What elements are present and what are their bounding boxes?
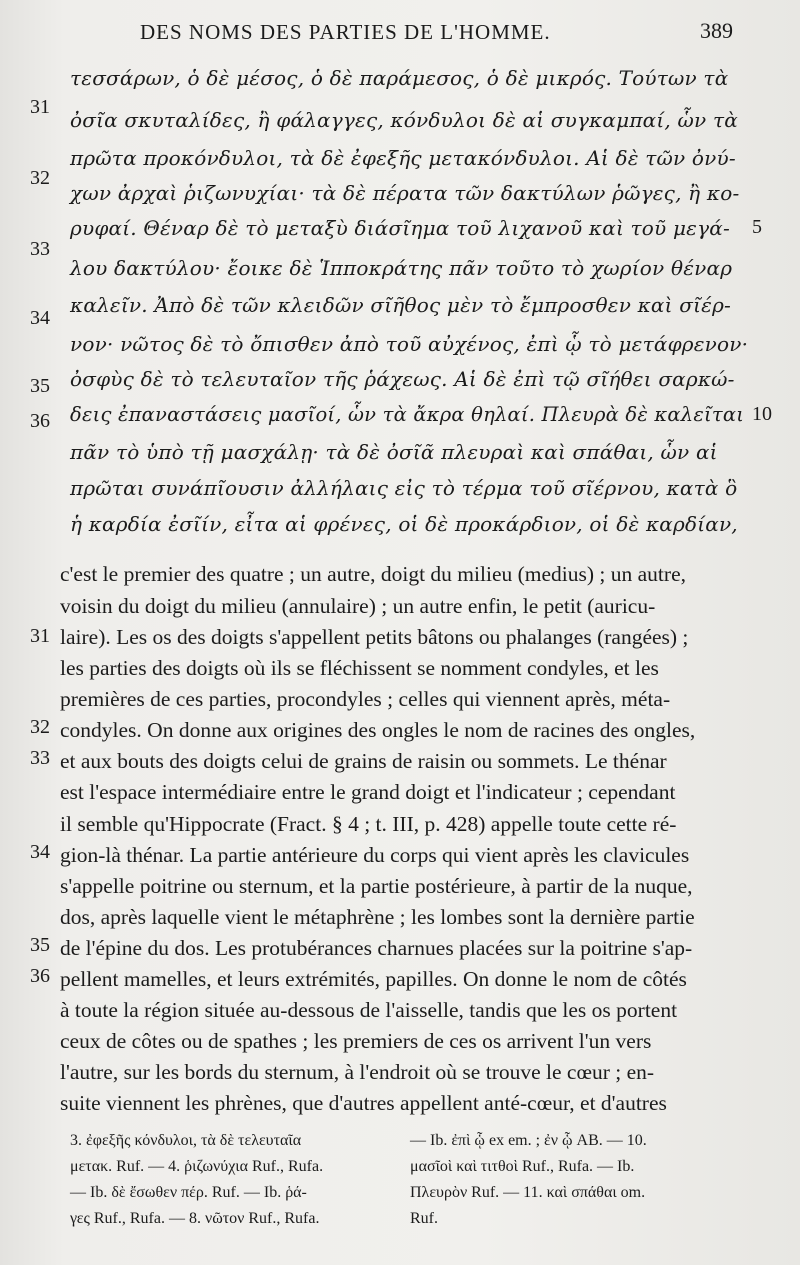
greek-line: χων ἀρχαὶ ῥιζωνυχίαι· τὰ δὲ πέρατα τῶν δακτύλων ῥῶγες, ἢ κο- — [70, 181, 740, 205]
french-line: à toute la région située au-dessous de l'aisselle, tandis que les os portent — [60, 998, 678, 1022]
french-line-number: 32 — [30, 716, 50, 738]
greek-line-number: 32 — [30, 167, 50, 189]
footnote-line: Πλευρὸν Ruf. — 11. καὶ σπάθαι om. — [410, 1184, 646, 1201]
french-line: c'est le premier des quatre ; un autre, doigt du milieu (medius) ; un autre, — [60, 562, 686, 586]
french-line-number: 36 — [30, 965, 50, 987]
greek-line-number: 34 — [30, 307, 50, 329]
french-line: suite viennent les phrènes, que d'autres appellent anté-cœur, et d'autres — [60, 1091, 667, 1115]
greek-right-line-number: 10 — [752, 403, 772, 425]
french-line: gion-là thénar. La partie antérieure du corps qui vient après les clavicules — [60, 843, 690, 867]
french-line: condyles. On donne aux origines des ongles le nom de racines des ongles, — [60, 718, 696, 742]
footnote-line: γες Ruf., Rufa. — 8. νῶτον Ruf., Rufa. — [70, 1210, 320, 1227]
greek-line: ρυφαί. Θέναρ δὲ τὸ μεταξὺ διάσῖημα τοῦ λιχανοῦ καὶ τοῦ μεγά- — [70, 216, 730, 240]
footnote-line: — Ib. δὲ ἔσωθεν πέρ. Ruf. — Ib. ῥά- — [70, 1184, 307, 1201]
greek-line: νον· νῶτος δὲ τὸ ὄπισθεν ἀπὸ τοῦ αὐχένος, ἐπὶ ᾧ τὸ μετάφρενον· — [70, 332, 749, 356]
french-line: s'appelle poitrine ou sternum, et la partie postérieure, à partir de la nuque, — [60, 874, 693, 898]
greek-line: πρῶτα προκόνδυλοι, τὰ δὲ ἐφεξῆς μετακόνδυλοι. Αἱ δὲ τῶν ὀνύ- — [70, 146, 736, 170]
french-line: l'autre, sur les bords du sternum, à l'endroit où se trouve le cœur ; en- — [60, 1060, 655, 1084]
french-line-number: 31 — [30, 625, 50, 647]
french-line: est l'espace intermédiaire entre le grand doigt et l'indicateur ; cependant — [60, 780, 676, 804]
french-line: et aux bouts des doigts celui de grains de raisin ou sommets. Le thénar — [60, 749, 667, 773]
footnote-line: — Ib. ἐπὶ ᾧ ex em. ; ἐν ᾧ AB. — 10. — [410, 1132, 647, 1149]
french-line-number: 34 — [30, 841, 50, 863]
greek-line: πᾶν τὸ ὑπὸ τῇ μασχάλῃ· τὰ δὲ ὀσῖᾶ πλευραὶ καὶ σπάθαι, ὧν αἱ — [70, 440, 718, 464]
french-line: pellent mamelles, et leurs extrémités, papilles. On donne le nom de côtés — [60, 967, 687, 991]
french-line: les parties des doigts où ils se fléchissent se nomment condyles, et les — [60, 656, 659, 680]
french-line-number: 33 — [30, 747, 50, 769]
page-number: 389 — [700, 18, 733, 43]
greek-line: τεσσάρων, ὁ δὲ μέσος, ὁ δὲ παράμεσος, ὁ δὲ μικρός. Τούτων τὰ — [70, 66, 729, 90]
french-line: voisin du doigt du milieu (annulaire) ; un autre enfin, le petit (auricu- — [60, 594, 656, 618]
greek-line: πρῶται συνάπῖουσιν ἀλλήλαις εἰς τὸ τέρμα τοῦ σῖέρνου, κατὰ ὃ — [70, 476, 738, 500]
french-line: premières de ces parties, procondyles ; celles qui viennent après, méta- — [60, 687, 671, 711]
greek-line: καλεῖν. Ἀπὸ δὲ τῶν κλειδῶν σῖῆθος μὲν τὸ ἔμπροσθεν καὶ σῖέρ- — [70, 293, 731, 317]
greek-line-number: 33 — [30, 238, 50, 260]
french-line: laire). Les os des doigts s'appellent petits bâtons ou phalanges (rangées) ; — [60, 625, 689, 649]
greek-line-number: 31 — [30, 96, 50, 118]
running-title: DES NOMS DES PARTIES DE L'HOMME. — [140, 20, 551, 44]
footnote-line: μετακ. Ruf. — 4. ῥιζωνύχια Ruf., Rufa. — [70, 1158, 324, 1175]
greek-line: ὀσφὺς δὲ τὸ τελευταῖον τῆς ῥάχεως. Αἱ δὲ ἐπὶ τῷ σῖήθει σαρκώ- — [70, 367, 735, 391]
greek-line: ἡ καρδία ἐσῖίν, εἶτα αἱ φρένες, οἱ δὲ προκάρδιον, οἱ δὲ καρδίαν, — [70, 512, 738, 536]
greek-line-number: 35 — [30, 375, 50, 397]
french-line: de l'épine du dos. Les protubérances charnues placées sur la poitrine s'ap- — [60, 936, 693, 960]
french-line-number: 35 — [30, 934, 50, 956]
footnote-line: 3. ἐφεξῆς κόνδυλοι, τὰ δὲ τελευταῖα — [70, 1132, 302, 1149]
footnote-line: μασῖοὶ καὶ τιτθοὶ Ruf., Rufa. — Ib. — [410, 1158, 635, 1175]
french-line: dos, après laquelle vient le métaphrène ; les lombes sont la dernière partie — [60, 905, 695, 929]
greek-right-line-number: 5 — [752, 216, 762, 238]
greek-line: ὀσῖα σκυταλίδες, ἢ φάλαγγες, κόνδυλοι δὲ αἱ συγκαμπαί, ὧν τὰ — [70, 108, 738, 132]
greek-line-number: 36 — [30, 410, 50, 432]
greek-line: λου δακτύλου· ἔοικε δὲ Ἱπποκράτης πᾶν τοῦτο τὸ χωρίον θέναρ — [70, 256, 733, 280]
french-line: ceux de côtes ou de spathes ; les premiers de ces os arrivent l'un vers — [60, 1029, 652, 1053]
french-line: il semble qu'Hippocrate (Fract. § 4 ; t. III, p. 428) appelle toute cette ré- — [60, 812, 677, 836]
greek-line: δεις ἐπαναστάσεις μασῖοί, ὧν τὰ ἄκρα θηλαί. Πλευρὰ δὲ καλεῖται — [70, 403, 745, 426]
footnote-line: Ruf. — [410, 1210, 438, 1227]
